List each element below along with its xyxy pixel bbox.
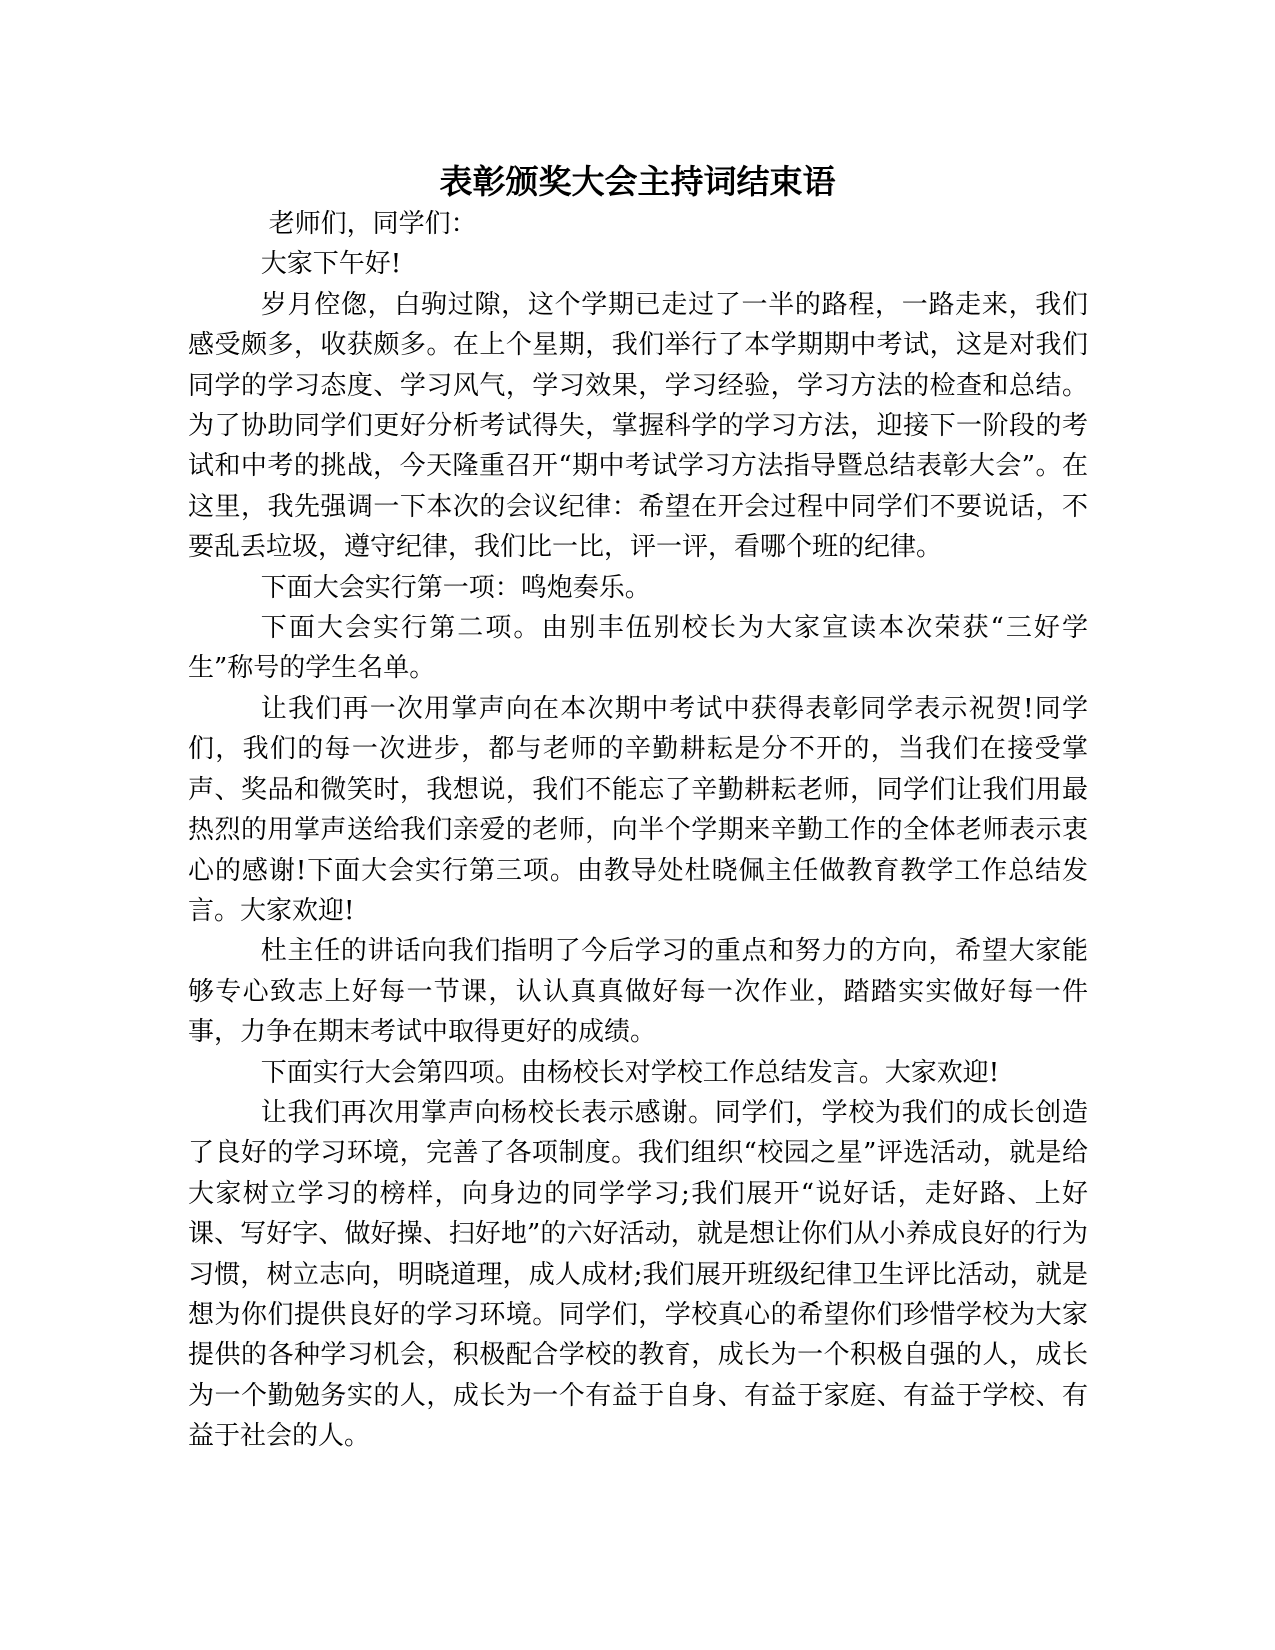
- document-body: [188, 204, 1088, 1457]
- greeting-paragraph: 老师们，同学们：: [268, 209, 477, 239]
- paragraph: 让我们再次用掌声向杨校长表示感谢。同学们，学校为我们的成长创造了良好的学习环境，完善了各项制度。我们组织“校园之星”评选活动，就是给大家树立学习的榜样，向身边的同学学习;我们展开“说好话，走好路、上好课、写好字、做好操、扫好地”的六好活动，就是想让你们从小养成良好的行为习惯，树立志向，明晓道理，成人成材;我们展开班级纪律卫生评比活动，就是想为你们提供良好的学习环境。同学们，学校真心的希望你们珍惜学校为大家提供的各种学习机会，积极配合学校的教育，成长为一个积极自强的人，成长为一个勤勉务实的人，成长为一个有益于自身、有益于家庭、有益于学校、有益于社会的人。: [188, 1097, 1088, 1452]
- paragraph: 下面实行大会第四项。由杨校长对学校工作总结发言。大家欢迎!: [260, 1057, 1000, 1088]
- paragraph: 杜主任的讲话向我们指明了今后学习的重点和努力的方向，希望大家能够专心致志上好每一节课，认认真真做好每一次作业，踏踏实实做好每一件事，力争在期末考试中取得更好的成绩。: [188, 936, 1088, 1048]
- paragraph: 下面大会实行第一项：鸣炮奏乐。: [260, 572, 651, 603]
- paragraph: 岁月倥偬，白驹过隙，这个学期已走过了一半的路程，一路走来，我们感受颇多，收获颇多。在上个星期，我们举行了本学期期中考试，这是对我们同学的学习态度、学习风气，学习效果，学习经验，学习方法的检查和总结。为了协助同学们更好分析考试得失，掌握科学的学习方法，迎接下一阶段的考试和中考的挑战，今天隆重召开“期中考试学习方法指导暨总结表彰大会”。在这里，我先强调一下本次的会议纪律：希望在开会过程中同学们不要说话，不要乱丢垃圾，遵守纪律，我们比一比，评一评，看哪个班的纪律。: [188, 289, 1088, 563]
- paragraph: 大家下午好!: [260, 249, 402, 280]
- paragraph: 下面大会实行第二项。由别丰伍别校长为大家宣读本次荣获“三好学生”称号的学生名单。: [188, 613, 1088, 684]
- document-title: 表彰颁奖大会主持词结束语: [439, 162, 836, 201]
- paragraph: 让我们再一次用掌声向在本次期中考试中获得表彰同学表示祝贺!同学们，我们的每一次进步，都与老师的辛勤耕耘是分不开的，当我们在接受掌声、奖品和微笑时，我想说，我们不能忘了辛勤耕耘老师，同学们让我们用最热烈的用掌声送给我们亲爱的老师，向半个学期来辛勤工作的全体老师表示衷心的感谢!下面大会实行第三项。由教导处杜晓佩主任做教育教学工作总结发言。大家欢迎!: [188, 693, 1088, 926]
